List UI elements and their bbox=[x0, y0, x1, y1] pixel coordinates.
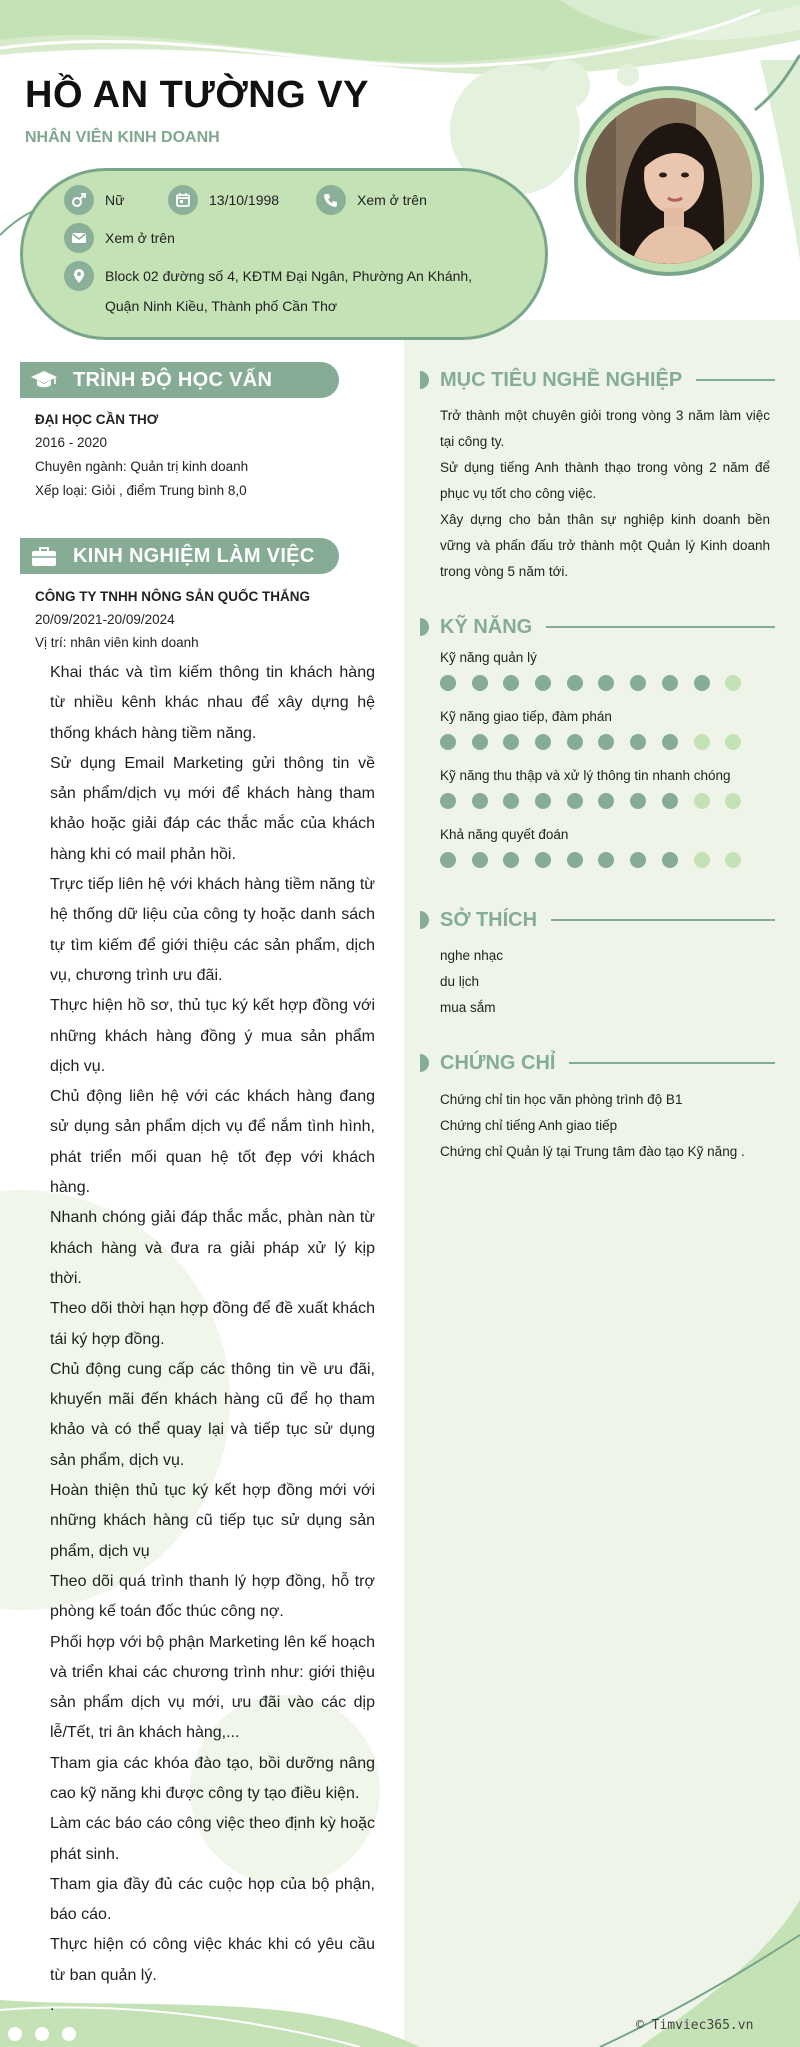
briefcase-icon bbox=[30, 545, 58, 567]
calendar-icon bbox=[168, 185, 198, 215]
rating-dot-empty bbox=[725, 734, 741, 750]
heading-marker bbox=[420, 911, 429, 929]
contact-email bbox=[64, 223, 175, 253]
rating-dot-filled bbox=[598, 852, 614, 868]
experience-task: Tham gia đầy đủ các cuộc họp của bộ phận, báo cáo. bbox=[50, 1875, 375, 1924]
experience-task: Làm các báo cáo công việc theo định kỳ hoặc phát sinh. bbox=[50, 1815, 375, 1863]
experience-task: Thực hiện có công việc khác khi có yêu cầu từ ban quản lý. bbox=[50, 1936, 375, 1984]
experience-period: 20/09/2021-20/09/2024 bbox=[35, 612, 175, 627]
experience-title: KINH NGHIỆM LÀM VIỆC bbox=[73, 544, 315, 567]
heading-marker bbox=[420, 371, 429, 389]
skill-name: Kỹ năng thu thập và xử lý thông tin nhanh chóng bbox=[440, 768, 731, 783]
location-pin-icon bbox=[64, 261, 94, 291]
rating-dot-filled bbox=[567, 852, 583, 868]
rating-dot-filled bbox=[503, 793, 519, 809]
email-icon bbox=[64, 223, 94, 253]
experience-task: Theo dõi quá trình thanh lý hợp đồng, hỗ trợ phòng kế toán đốc thúc công nợ. bbox=[50, 1572, 375, 1621]
rating-dot-filled bbox=[472, 852, 488, 868]
rating-dot-filled bbox=[535, 734, 551, 750]
rating-dot-filled bbox=[630, 852, 646, 868]
experience-task: Khai thác và tìm kiếm thông tin khách hàng từ nhiều kênh khác nhau để xây dựng hệ thống khách hàng tiềm năng. bbox=[50, 664, 375, 742]
certificates-heading bbox=[420, 1050, 775, 1076]
certificate-item: Chứng chỉ Quản lý tại Trung tâm đào tạo Kỹ năng . bbox=[440, 1144, 745, 1159]
rating-dot-filled bbox=[598, 734, 614, 750]
heading-rule bbox=[696, 379, 775, 381]
experience-task: Phối hợp với bộ phận Marketing lên kế hoạch và triển khai các chương trình như: giới thiệu sản phẩm dịch vụ mới, ưu đãi vào các dịp lễ/Tết, tri ân khách hàng,... bbox=[50, 1633, 375, 1742]
certificates-list bbox=[440, 1087, 745, 1165]
rating-dot-filled bbox=[535, 852, 551, 868]
rating-dot-filled bbox=[440, 793, 456, 809]
rating-dot-filled bbox=[503, 675, 519, 691]
hobby-item: mua sắm bbox=[440, 1000, 496, 1015]
gender-icon bbox=[64, 185, 94, 215]
rating-dot-filled bbox=[662, 852, 678, 868]
experience-task-list bbox=[50, 658, 375, 2021]
rating-dot-empty bbox=[725, 793, 741, 809]
phone-value: Xem ở trên bbox=[357, 192, 427, 208]
objective-line: Xây dựng cho bản thân sự nghiệp kinh doanh bền vững và phấn đấu trở thành một Quản lý Kinh doanh trong vòng 5 năm tới. bbox=[440, 512, 770, 579]
experience-task: Tham gia các khóa đào tạo, bồi dưỡng nâng cao kỹ năng khi được công ty tạo điều kiện. bbox=[50, 1754, 375, 1802]
rating-dot-filled bbox=[662, 675, 678, 691]
contact-address bbox=[64, 261, 472, 321]
objective-text bbox=[440, 403, 770, 585]
objective-heading bbox=[420, 367, 775, 393]
rating-dot-empty bbox=[694, 793, 710, 809]
rating-dot-filled bbox=[567, 675, 583, 691]
certificate-item: Chứng chỉ tin học văn phòng trình độ B1 bbox=[440, 1092, 683, 1107]
contact-gender bbox=[64, 185, 124, 215]
phone-icon bbox=[316, 185, 346, 215]
certificates-title: CHỨNG CHỈ bbox=[440, 1051, 556, 1074]
rating-dot-filled bbox=[630, 734, 646, 750]
portrait-photo bbox=[586, 98, 752, 264]
skill-rating bbox=[440, 675, 757, 691]
email-value: Xem ở trên bbox=[105, 230, 175, 246]
rating-dot-filled bbox=[662, 793, 678, 809]
skill-name: Khả năng quyết đoán bbox=[440, 827, 569, 842]
gender-value: Nữ bbox=[105, 192, 125, 208]
objective-line: Sử dụng tiếng Anh thành thạo trong vòng 2 năm để phục vụ tốt cho công việc. bbox=[440, 460, 770, 501]
rating-dot-filled bbox=[503, 734, 519, 750]
contact-birthday bbox=[168, 185, 279, 215]
rating-dot-filled bbox=[440, 675, 456, 691]
experience-task: Hoàn thiện thủ tục ký kết hợp đồng mới với những khách hàng cũ tiếp tục sử dụng sản phẩm, dịch vụ bbox=[50, 1482, 375, 1560]
rating-dot-filled bbox=[440, 734, 456, 750]
experience-position: Vị trí: nhân viên kinh doanh bbox=[35, 635, 199, 650]
graduation-cap-icon bbox=[30, 369, 58, 391]
skill-rating bbox=[440, 852, 757, 868]
rating-dot-filled bbox=[598, 675, 614, 691]
contact-phone bbox=[316, 185, 427, 215]
experience-task: Nhanh chóng giải đáp thắc mắc, phàn nàn từ khách hàng và đưa ra giải pháp xử lý kịp thời. bbox=[50, 1209, 375, 1287]
skills-heading bbox=[420, 614, 775, 640]
experience-company: CÔNG TY TNHH NÔNG SẢN QUỐC THẮNG bbox=[35, 589, 311, 604]
hobby-item: du lịch bbox=[440, 974, 480, 989]
rating-dot-filled bbox=[567, 734, 583, 750]
hobbies-title: SỞ THÍCH bbox=[440, 908, 538, 931]
rating-dot-empty bbox=[694, 852, 710, 868]
rating-dot-filled bbox=[662, 734, 678, 750]
rating-dot-filled bbox=[598, 793, 614, 809]
objective-title: MỤC TIÊU NGHỀ NGHIỆP bbox=[440, 368, 683, 391]
experience-heading bbox=[20, 538, 339, 574]
rating-dot-filled bbox=[472, 675, 488, 691]
skill-rating bbox=[440, 793, 757, 809]
skill-rating bbox=[440, 734, 757, 750]
rating-dot-filled bbox=[630, 675, 646, 691]
skill-name: Kỹ năng quản lý bbox=[440, 650, 537, 665]
education-school: ĐẠI HỌC CẦN THƠ bbox=[35, 412, 159, 427]
rating-dot-filled bbox=[535, 793, 551, 809]
rating-dot-filled bbox=[567, 793, 583, 809]
experience-task: Chủ động liên hệ với các khách hàng đang sử dụng sản phẩm dịch vụ để nắm tình hình, phát triển mối quan hệ tốt đẹp với khách hàng. bbox=[50, 1088, 375, 1197]
candidate-name: HỒ AN TƯỜNG VY bbox=[25, 74, 369, 116]
education-heading bbox=[20, 362, 339, 398]
address-line-1: Block 02 đường số 4, KĐTM Đại Ngân, Phường An Khánh, bbox=[105, 268, 473, 284]
certificate-item: Chứng chỉ tiếng Anh giao tiếp bbox=[440, 1118, 618, 1133]
experience-task: Sử dụng Email Marketing gửi thông tin về sản phẩm/dịch vụ mới để khách hàng tham khảo hoặc giải đáp các thắc mắc của khách hàng khi có mail phản hồi. bbox=[50, 754, 375, 863]
education-title: TRÌNH ĐỘ HỌC VẤN bbox=[73, 368, 273, 391]
experience-task: Chủ động cung cấp các thông tin về ưu đãi, khuyến mãi đến khách hàng cũ để họ tham khảo và có thể quay lại và tiếp tục sử dụng sản phẩm, dịch vụ. bbox=[50, 1360, 375, 1469]
rating-dot-filled bbox=[630, 793, 646, 809]
rating-dot-filled bbox=[472, 793, 488, 809]
avatar bbox=[586, 98, 752, 264]
rating-dot-filled bbox=[503, 852, 519, 868]
hobbies-heading bbox=[420, 907, 775, 933]
rating-dot-filled bbox=[440, 852, 456, 868]
education-details bbox=[35, 410, 248, 501]
rating-dot-empty bbox=[725, 675, 741, 691]
experience-task: Theo dõi thời hạn hợp đồng để đề xuất khách tái ký hợp đồng. bbox=[50, 1300, 375, 1348]
skills-title: KỸ NĂNG bbox=[440, 615, 533, 638]
rating-dot-empty bbox=[725, 852, 741, 868]
rating-dot-filled bbox=[535, 675, 551, 691]
rating-dot-empty bbox=[694, 734, 710, 750]
education-major: Chuyên ngành: Quản trị kinh doanh bbox=[35, 459, 249, 474]
heading-rule bbox=[546, 626, 775, 628]
heading-rule bbox=[551, 919, 775, 921]
heading-marker bbox=[420, 618, 429, 636]
hobby-item: nghe nhạc bbox=[440, 948, 504, 963]
address-line-2: Quận Ninh Kiều, Thành phố Cần Thơ bbox=[105, 298, 338, 314]
watermark: © Timviec365.vn bbox=[636, 2018, 754, 2033]
heading-marker bbox=[420, 1054, 429, 1072]
experience-task: Trực tiếp liên hệ với khách hàng tiềm năng từ hệ thống dữ liệu của công ty hoặc danh sách tự tìm kiếm để giới thiệu các sản phẩm, dịch vụ, chương trình ưu đãi. bbox=[50, 876, 375, 984]
education-grade: Xếp loại: Giỏi , điểm Trung bình 8,0 bbox=[35, 483, 247, 498]
skill-name: Kỹ năng giao tiếp, đàm phán bbox=[440, 709, 612, 724]
heading-rule bbox=[569, 1062, 775, 1064]
experience-task: Thực hiện hồ sơ, thủ tục ký kết hợp đồng với những khách hàng đồng ý mua sản phẩm dịch vụ. bbox=[50, 997, 375, 1075]
education-period: 2016 - 2020 bbox=[35, 435, 108, 450]
objective-line: Trở thành một chuyên giỏi trong vòng 3 năm làm việc tại công ty. bbox=[440, 408, 770, 449]
candidate-role: NHÂN VIÊN KINH DOANH bbox=[25, 129, 220, 146]
rating-dot-filled bbox=[472, 734, 488, 750]
birthday-value: 13/10/1998 bbox=[209, 192, 280, 208]
experience-task: . bbox=[50, 1997, 55, 2015]
experience-header bbox=[35, 585, 310, 654]
hobbies-list bbox=[440, 943, 503, 1021]
rating-dot-filled bbox=[694, 675, 710, 691]
